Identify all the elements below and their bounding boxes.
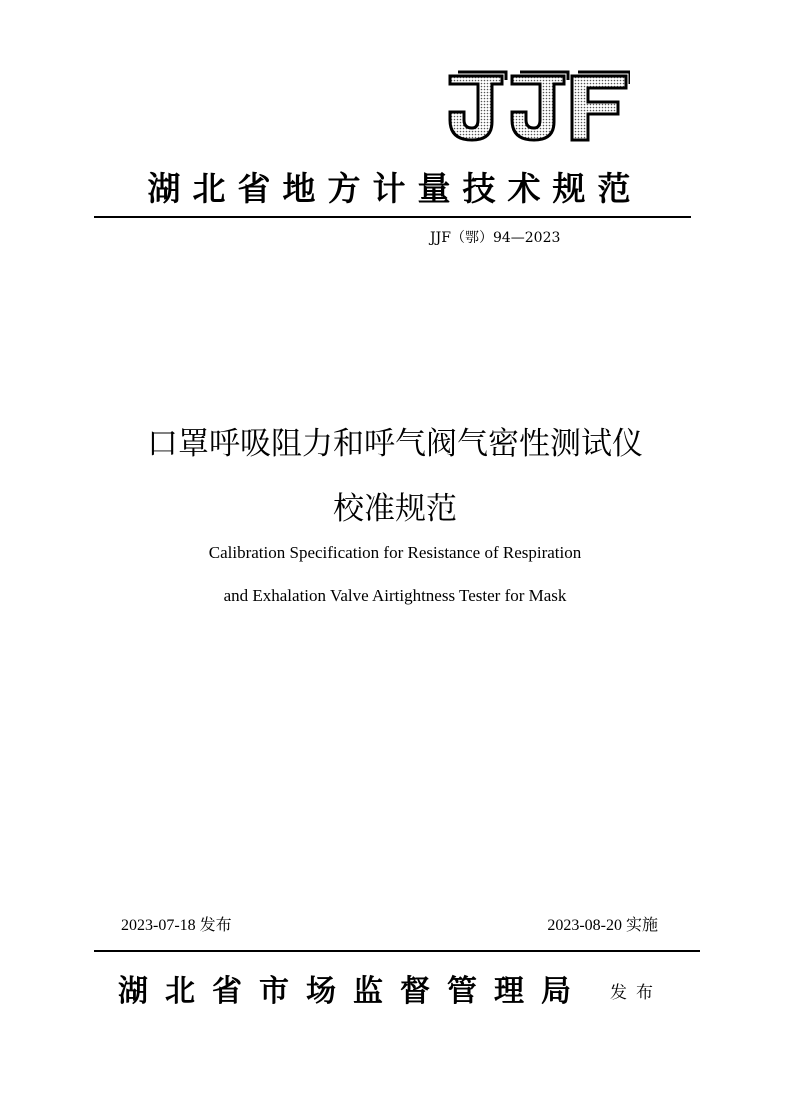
implementation-date: 2023-08-20 实施 xyxy=(547,917,658,934)
issue-date: 2023-07-18 发布 xyxy=(121,917,232,934)
title-cn-line1: 口罩呼吸阻力和呼气阀气密性测试仪 xyxy=(147,426,643,462)
authority-title: 湖北省地方计量技术规范 xyxy=(147,169,643,208)
bottom-divider xyxy=(94,950,700,952)
title-cn-line2: 校准规范 xyxy=(333,491,457,527)
issuing-authority: 湖北省市场监督管理局 xyxy=(118,974,588,1009)
logo-letter-f xyxy=(572,72,630,140)
title-en-line2: and Exhalation Valve Airtightness Tester for Mask xyxy=(223,586,567,605)
logo-letter-j1 xyxy=(450,72,506,140)
title-en-line1: Calibration Specification for Resistance of Respiration xyxy=(208,543,582,562)
jjf-logo-graphic xyxy=(444,70,630,146)
issuer-suffix: 发布 xyxy=(610,983,662,1003)
top-divider xyxy=(94,216,691,218)
standard-code: JJF（鄂）94—2023 xyxy=(430,230,561,246)
logo-letter-j2 xyxy=(512,72,568,140)
jjf-logo xyxy=(444,70,630,146)
